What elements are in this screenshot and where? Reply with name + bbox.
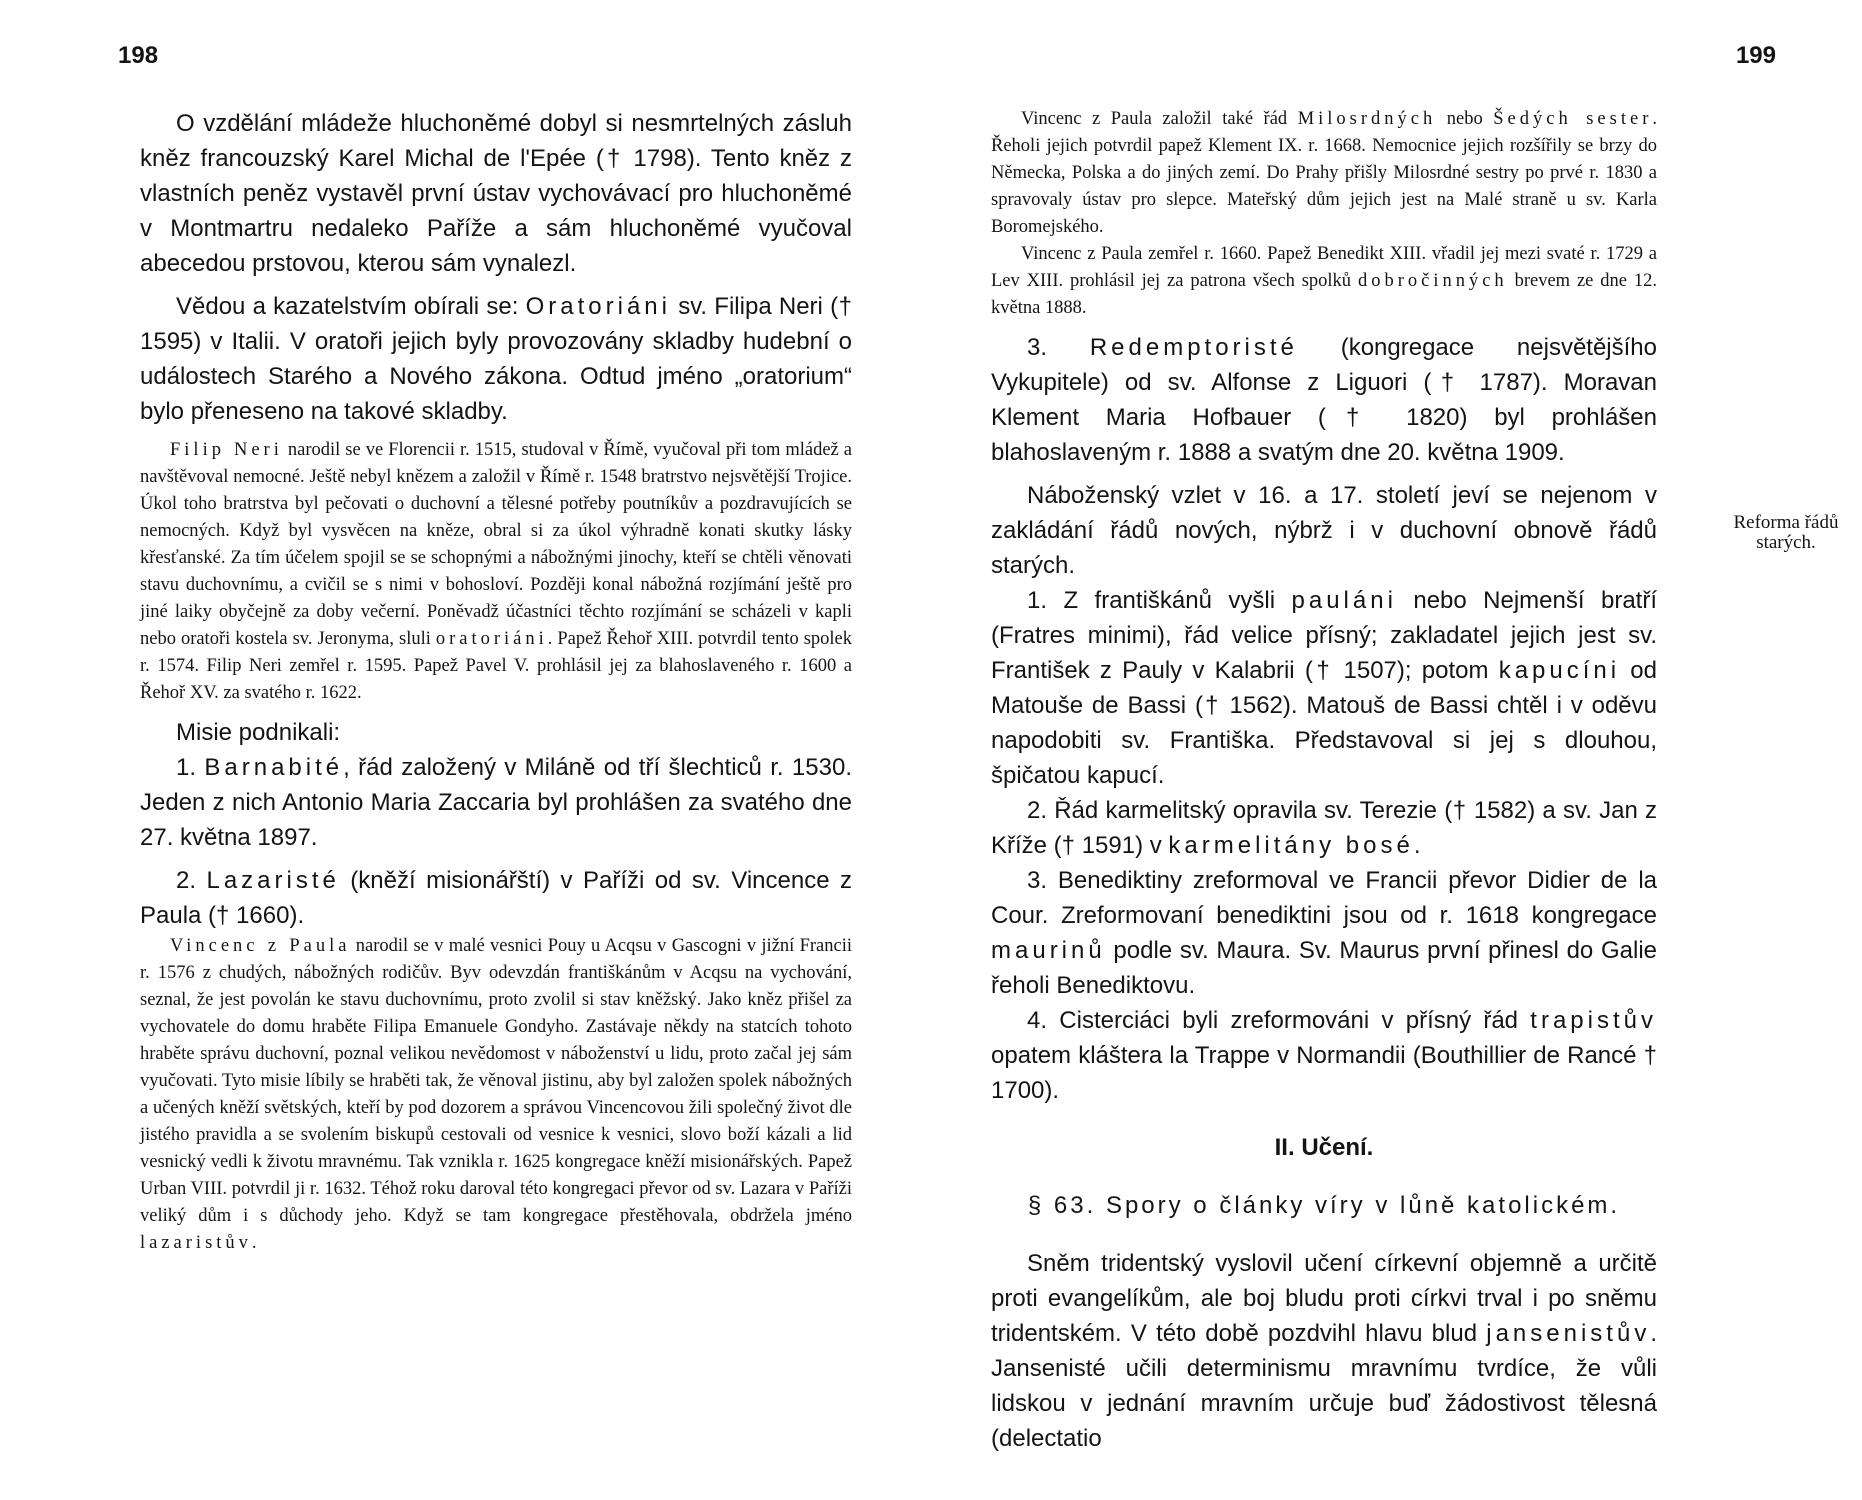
paragraph-carmelites (991, 793, 1657, 863)
text-run: nebo (1436, 109, 1494, 129)
margin-note: Reforma řádů starých. (1733, 512, 1839, 553)
section-heading: § 63. Spory o články víry v lůně katolickém. (1027, 1192, 1621, 1219)
spaced-term: pauláni (1291, 587, 1397, 614)
text-run: podle sv. Maura. Sv. Maurus první přinesl do Galie řeholi Benediktovu. (991, 937, 1657, 999)
text-run: . (1413, 832, 1421, 859)
text-run: . Řeholi jejich potvrdil papež Klement IX. r. 1668. Nemocnice jejich rozšířily se brzy do Německa, Polska a do jiných zemí. Do Prahy přišly Milosrdné sestry po prvé r. 1830 a spravovaly ústav pro slepce. Mateřský dům jejich jest na Malé straně u sv. Karla Boromejského. (991, 109, 1657, 237)
text-run: 2. (176, 867, 207, 894)
paragraph-franciscans (991, 583, 1657, 793)
spaced-term: dobročinných (1357, 271, 1508, 291)
text-run: narodil se ve Florencii r. 1515, studoval v Římě, vyučoval při tom mládež a navštěvoval nemocné. Ještě nebyl knězem a založil v Římě r. 1548 bratrstvo nejsvětější Trojice. Úkol toho bratrstva byl pečovati o duchovní a tělesné potřeby poutníkův a pozdravujících se nemocných. Když byl vysvěcen na kněze, obral si za úkol výhradně konati skutky lásky křesťanské. Za tím účelem spojil se se schopnými a nábožnými jinochy, kteří se chtěli věnovati stavu duchovnímu, a cvičil se s nimi v bohosloví. Později konal nábožná rozjímání ještě pro jiné laiky obyčejně za doby večerní. Poněvadž účastníci těchto rozjímání se scházeli v kapli nebo oratoři kostela sv. Jeronyma, sluli (140, 440, 852, 649)
text-run: opatem kláštera la Trappe v Normandii (Bouthillier de Rancé † 1700). (991, 1042, 1657, 1104)
spaced-term: Milosrdných (1297, 109, 1437, 129)
text-run: . (251, 1233, 257, 1253)
paragraph-trent-jansenism (991, 1246, 1657, 1456)
text-run: brevem ze dne 12. května 1888. (991, 271, 1657, 318)
spaced-term: lazaristův (140, 1233, 252, 1253)
text-run: . Jansenisté učili determinismu mravnímu tvrdíce, že vůli lidskou v jednání mravním určuje buď žádostivost tělesná (delectatio (991, 1320, 1657, 1452)
text-run: 3. Benediktiny zreformoval ve Francii převor Didier de la Cour. Zreformovaní benediktini jsou od r. 1618 kongregace (991, 867, 1657, 929)
spaced-term: Oratoriáni (525, 293, 671, 320)
text-run: Vědou a kazatelstvím obírali se: (176, 293, 526, 320)
text-run: 2. Řád karmelitský opravila sv. Terezie († 1582) a sv. Jan z Kříže († 1591) v (991, 797, 1657, 859)
text-run: (kongregace nejsvětějšího Vykupitele) od sv. Alfonse z Liguori († 1787). Moravan Klement Maria Hofbauer († 1820) byl prohlášen blahoslaveným r. 1888 a svatým dne 20. května 1909. (991, 334, 1658, 466)
part-heading: II. Učení. (1274, 1134, 1374, 1161)
text-run: sv. Filipa Neri († 1595) v Italii. V oratoři jejich byly provozovány skladby hudební o událostech Starého a Nového zákona. Odtud jméno „oratorium“ bylo přeneseno na takové skladby. (140, 293, 852, 425)
text-run: 3. (1027, 334, 1090, 361)
spaced-term: maurinů (991, 937, 1106, 964)
spaced-term: trapistův (1530, 1007, 1657, 1034)
text-run: Vincenc z Paula zemřel r. 1660. Papež Benedikt XIII. vřadil jej mezi svaté r. 1729 a Lev XIII. prohlásil jej za patrona všech spolků (991, 244, 1657, 291)
text-run: od Matouše de Bassi († 1562). Matouš de Bassi chtěl i v oděvu napodobiti sv. Františka. Představoval si jej s dlouhou, špičatou kapucí. (991, 657, 1657, 789)
spaced-term: Barnabité (204, 754, 344, 781)
spaced-term: karmelitány bosé (1168, 832, 1414, 859)
spaced-term: oratoriáni (435, 629, 548, 649)
paragraph-cistercians (991, 1003, 1657, 1108)
paragraph-redemptorists (991, 330, 1657, 470)
text-run: narodil se v malé vesnici Pouy u Acqsu v Gascogni v jižní Francii r. 1576 z chudých, nábožných rodičův. Byv odevzdán františkánům v Acqsu na vychování, seznal, že jest povolán ke stavu duchovnímu, proto zvolil si stav kněžský. Jako kněz přišel za vychovatele do domu hraběte Filipa Emanuele Gondyho. Zastávaje někdy na statcích tohoto hraběte správu duchovní, poznal velikou nevědomost v náboženství u lidu, proto začal jej sám vyučovati. Tyto misie líbily se hraběti tak, že věnoval jistinu, aby byl založen spolek nábožných a učených kněží světských, kteří by pod dozorem a správou Vincencovou žili společný život dle jistého pravidla a se svolením biskupů cestovali od vesnice k vesnici, slovo boží kázali a lid vesnický vedli k životu mravnému. Tak vznikla r. 1625 kongregace kněží misionářských. Papež Urban VIII. potvrdil ji r. 1632. Téhož roku daroval této kongregaci převor od sv. Lazara v Paříži veliký dům i s důchody jeho. Když se tam kongregace přestěhovala, obdržela jméno (140, 936, 853, 1226)
spaced-term: jansenistův (1486, 1320, 1651, 1347)
paragraph-benedictines (991, 863, 1657, 1003)
text-run: , řád založený v Miláně od tří šlechticů r. 1530. Jeden z nich Antonio Maria Zaccaria byl prohlášen za svatého dne 27. května 1897. (140, 754, 852, 851)
note-vincent-de-paul (140, 933, 852, 1257)
spaced-term: Redemptoristé (1089, 334, 1298, 361)
right-text-column (991, 106, 1657, 1456)
spaced-term: kapucíni (1498, 657, 1621, 684)
note-vincent-death (991, 241, 1657, 322)
text-run: 1. (176, 754, 205, 781)
text-run: nebo Nejmenší bratří (Fratres minimi), řád velice přísný; zakladatel jejich jest sv. František z Pauly v Kalabrii († 1507); potom (991, 587, 1657, 684)
page-number-left: 198 (118, 42, 159, 69)
paragraph-deaf-education: O vzdělání mládeže hluchoněmé dobyl si nesmrtelných zásluh kněz francouzský Karel Michal de l'Epée († 1798). Tento kněz z vlastních peněz vystavěl první ústav vychovávací pro hluchoněmé v Montmartru nedaleko Paříže a sám hluchoněmé vyučoval abecedou prstovou, kterou sám vynalezl. (140, 110, 852, 277)
spaced-term: Filip Neri (170, 440, 283, 460)
spaced-term: Šedých sester (1493, 109, 1653, 129)
note-sisters-of-mercy (991, 106, 1657, 241)
spaced-term: Vincenc z Paula (170, 936, 351, 956)
text-run: 4. Cisterciáci byli zreformováni v přísný řád (1027, 1007, 1531, 1034)
paragraph-oratorians (140, 289, 852, 429)
left-text-column (140, 106, 852, 1257)
paragraph-religious-revival: Náboženský vzlet v 16. a 17. století jeví se nejenom v zakládání řádů nových, nýbrž i v duchovní obnově řádů starých. (991, 482, 1657, 579)
note-filip-neri (140, 437, 852, 707)
page-number-right: 199 (1735, 42, 1776, 69)
paragraph-lazarists (140, 863, 852, 933)
spaced-term: Lazaristé (206, 867, 340, 894)
text-run: Sněm tridentský vyslovil učení církevní objemně a určitě proti evangelíkům, ale boj bludu proti církvi trval i po sněmu tridentském. V této době pozdvihl hlavu blud (991, 1250, 1657, 1347)
text-run: Vincenc z Paula založil také řád (1021, 109, 1298, 129)
text-run: 1. Z františkánů vyšli (1027, 587, 1292, 614)
paragraph-barnabites (140, 750, 852, 855)
right-page (931, 0, 1862, 1500)
text-run: . Papež Řehoř XIII. potvrdil tento spolek r. 1574. Filip Neri zemřel r. 1595. Papež Pavel V. prohlásil jej za blahoslaveného r. 1600 a Řehoř XV. za svatého r. 1622. (140, 629, 852, 703)
paragraph-missions-intro: Misie podnikali: (176, 719, 341, 746)
text-run: (kněží misionářští) v Paříži od sv. Vincence z Paula († 1660). (140, 867, 852, 929)
